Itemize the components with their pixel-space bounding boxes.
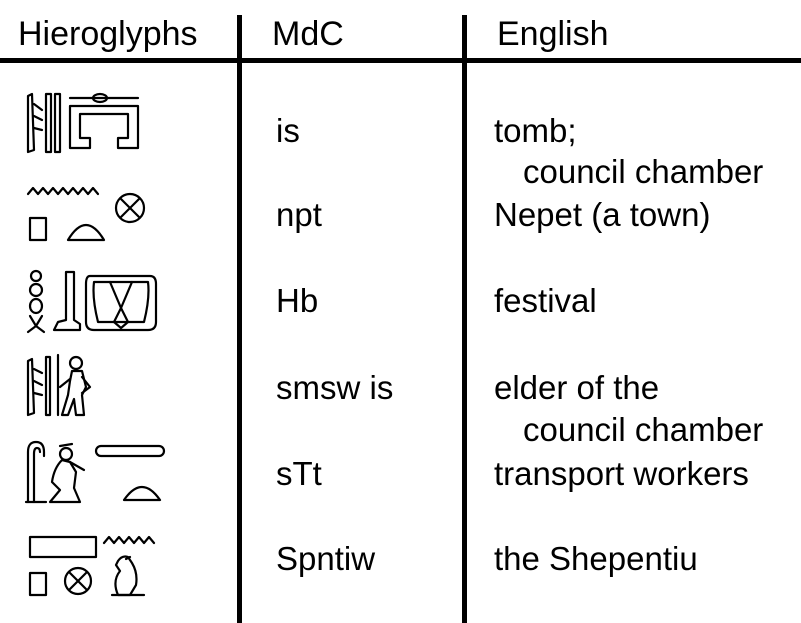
mdc-cell: npt bbox=[276, 196, 322, 233]
english-cell: transport workers bbox=[494, 455, 749, 492]
english-cell: Nepet (a town) bbox=[494, 196, 711, 233]
mdc-cell: sTt bbox=[276, 455, 322, 492]
npt-hieroglyph-icon bbox=[26, 184, 146, 244]
elder-hieroglyph-icon bbox=[24, 353, 100, 419]
header-divider bbox=[0, 58, 801, 63]
english-cell: elder of the bbox=[494, 369, 660, 406]
transport-workers-hieroglyph-icon bbox=[24, 440, 168, 506]
mdc-cell: is bbox=[276, 112, 300, 149]
tomb-hieroglyph-icon bbox=[22, 90, 142, 156]
header-hieroglyphs: Hieroglyphs bbox=[18, 15, 198, 53]
shepentiu-hieroglyph-icon bbox=[26, 533, 156, 599]
column-divider-1 bbox=[237, 15, 242, 623]
english-cell-continuation: council chamber bbox=[523, 153, 764, 190]
mdc-cell: smsw is bbox=[276, 369, 394, 406]
mdc-cell: Spntiw bbox=[276, 540, 376, 577]
english-cell: festival bbox=[494, 282, 597, 319]
header-english: English bbox=[497, 15, 609, 53]
festival-hieroglyph-icon bbox=[24, 268, 160, 334]
english-cell: the Shepentiu bbox=[494, 540, 698, 577]
column-divider-2 bbox=[462, 15, 467, 623]
english-cell: tomb; bbox=[494, 112, 577, 149]
header-mdc: MdC bbox=[272, 15, 344, 53]
mdc-cell: Hb bbox=[276, 282, 319, 319]
english-cell-continuation: council chamber bbox=[523, 411, 764, 448]
